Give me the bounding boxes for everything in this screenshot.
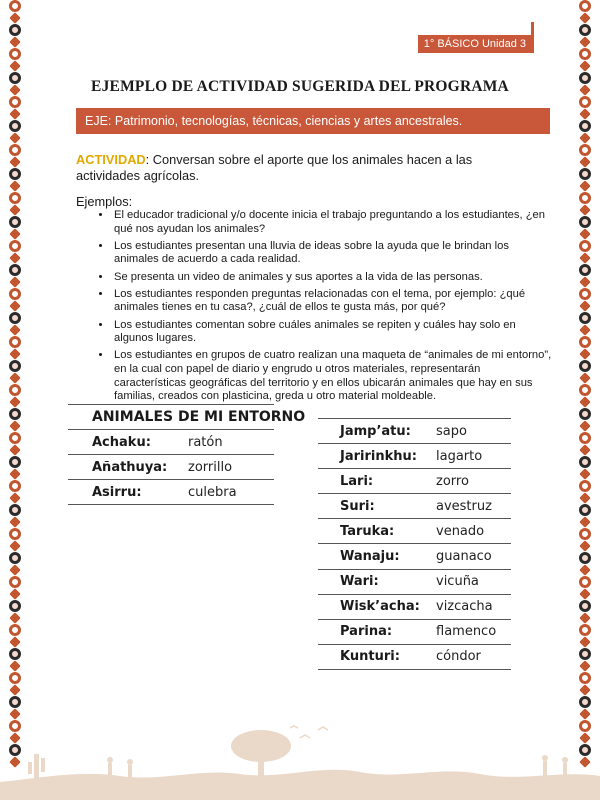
vocab-meaning: zorrillo	[188, 459, 233, 475]
border-motif	[579, 96, 591, 108]
border-motif	[579, 660, 590, 671]
vocab-meaning: sapo	[436, 423, 467, 439]
border-motif	[579, 528, 591, 540]
border-motif	[9, 120, 21, 132]
border-motif	[579, 120, 591, 132]
table-row	[318, 595, 511, 620]
unit-badge: 1° BÁSICO Unidad 3	[418, 35, 534, 53]
vocab-term: Kunturi:	[340, 649, 400, 665]
eje-bar	[76, 108, 550, 134]
table-row	[318, 418, 511, 444]
border-motif	[579, 684, 590, 695]
list-item: • El educador tradicional y/o docente inicia el trabajo preguntando a los estudiantes, ¿en qué nos ayudan los animales?	[112, 209, 552, 236]
border-motif	[579, 192, 591, 204]
border-motif	[579, 168, 591, 180]
table-row	[68, 455, 274, 480]
border-motif	[9, 192, 21, 204]
eje-label: EJE:	[85, 114, 112, 128]
list-item: • Los estudiantes comentan sobre cuáles animales se repiten y cuáles hay solo en algunos lugares.	[112, 319, 552, 346]
border-motif	[9, 276, 20, 287]
border-motif	[579, 144, 591, 156]
table-row	[318, 570, 511, 595]
border-motif	[9, 264, 21, 276]
border-motif	[579, 432, 591, 444]
border-motif	[9, 324, 20, 335]
border-motif	[9, 600, 21, 612]
activity-paragraph	[76, 152, 536, 184]
border-motif	[579, 228, 590, 239]
table-row	[68, 430, 274, 455]
border-motif	[579, 240, 591, 252]
border-motif	[9, 360, 21, 372]
border-motif	[579, 444, 590, 455]
border-motif	[9, 12, 20, 23]
table-row	[318, 469, 511, 494]
examples-list	[94, 209, 552, 407]
border-motif	[9, 612, 20, 623]
border-motif	[579, 324, 590, 335]
border-motif	[9, 588, 20, 599]
border-motif	[579, 300, 590, 311]
border-motif	[9, 696, 21, 708]
border-motif	[9, 312, 21, 324]
border-motif	[9, 564, 20, 575]
border-motif	[579, 12, 590, 23]
border-motif	[9, 252, 20, 263]
border-motif	[9, 96, 21, 108]
border-motif	[579, 564, 590, 575]
border-motif	[9, 624, 21, 636]
border-motif	[9, 420, 20, 431]
border-motif	[579, 648, 591, 660]
vocab-meaning: flamenco	[436, 624, 497, 640]
border-motif	[9, 48, 21, 60]
border-motif	[579, 360, 591, 372]
border-motif	[9, 36, 20, 47]
border-motif	[579, 264, 591, 276]
vocab-meaning: venado	[436, 523, 485, 539]
border-motif	[579, 672, 591, 684]
activity-text: : Conversan sobre el aporte que los animales hacen a las actividades agrícolas.	[76, 152, 473, 183]
hills-shape	[0, 770, 600, 800]
border-motif	[9, 144, 21, 156]
vocab-meaning: lagarto	[436, 448, 483, 464]
vocab-term: Parina:	[340, 624, 393, 640]
table-row	[68, 480, 274, 505]
border-motif	[9, 384, 21, 396]
border-motif	[9, 672, 21, 684]
border-motif	[579, 0, 591, 12]
vocab-table-left	[68, 404, 306, 505]
vocab-term: Jamp’atu:	[340, 423, 411, 439]
vocab-term: Wanaju:	[340, 549, 400, 565]
border-motif	[579, 708, 590, 719]
table-row	[318, 494, 511, 519]
border-motif	[9, 516, 20, 527]
vocab-term: Asirru:	[92, 484, 142, 500]
vocab-meaning: vicuña	[436, 574, 479, 590]
vocab-meaning: vizcacha	[436, 599, 493, 615]
border-motif	[579, 180, 590, 191]
vocab-meaning: guanaco	[436, 549, 492, 565]
border-motif	[579, 504, 591, 516]
border-motif	[579, 516, 590, 527]
border-motif	[9, 240, 21, 252]
border-motif	[579, 408, 591, 420]
list-item: • Los estudiantes responden preguntas relacionadas con el tema, por ejemplo: ¿qué animales tienes en tu casa?, ¿cuál de ellos te gusta más, por qué?	[112, 288, 552, 315]
border-motif	[9, 552, 21, 564]
border-motif	[9, 204, 20, 215]
page-title: EJEMPLO DE ACTIVIDAD SUGERIDA DEL PROGRAMA	[91, 78, 509, 95]
border-motif	[579, 552, 591, 564]
vocab-term: Añathuya:	[92, 459, 168, 475]
border-motif	[9, 108, 20, 119]
border-motif	[579, 456, 591, 468]
vocab-meaning: culebra	[188, 484, 237, 500]
vocab-term: Wisk’acha:	[340, 599, 420, 615]
border-motif	[579, 288, 591, 300]
border-motif	[9, 576, 21, 588]
border-motif	[9, 216, 21, 228]
border-motif	[9, 456, 21, 468]
list-item: • Los estudiantes presentan una lluvia de ideas sobre la ayuda que le brindan los animales de acuerdo a cada realidad.	[112, 240, 552, 267]
list-item: • Se presenta un video de animales y sus aportes a la vida de las personas.	[112, 271, 552, 285]
border-motif	[9, 168, 21, 180]
border-motif	[9, 408, 21, 420]
border-motif	[579, 696, 591, 708]
border-motif	[579, 636, 590, 647]
border-motif	[579, 252, 590, 263]
border-motif	[579, 336, 591, 348]
border-motif	[579, 600, 591, 612]
border-motif	[9, 300, 20, 311]
border-motif	[579, 132, 590, 143]
border-motif	[9, 60, 20, 71]
border-motif	[9, 528, 21, 540]
border-motif	[579, 492, 590, 503]
border-motif	[9, 372, 20, 383]
border-motif	[579, 576, 591, 588]
border-motif	[9, 540, 20, 551]
border-motif	[9, 444, 20, 455]
border-motif	[579, 588, 590, 599]
border-motif	[9, 156, 20, 167]
vocab-meaning: zorro	[436, 473, 469, 489]
border-motif	[9, 636, 20, 647]
left-decorative-border	[6, 0, 24, 740]
vocab-meaning: avestruz	[436, 498, 492, 514]
table-row	[318, 444, 511, 469]
border-motif	[579, 372, 590, 383]
border-motif	[579, 36, 590, 47]
border-motif	[579, 216, 591, 228]
border-motif	[9, 24, 21, 36]
border-motif	[9, 480, 21, 492]
border-motif	[9, 396, 20, 407]
border-motif	[579, 420, 590, 431]
vocab-term: Suri:	[340, 498, 375, 514]
vocab-meaning: cóndor	[436, 649, 481, 665]
border-motif	[579, 612, 590, 623]
border-motif	[579, 276, 590, 287]
border-motif	[9, 132, 20, 143]
border-motif	[9, 228, 20, 239]
border-motif	[579, 48, 591, 60]
border-motif	[579, 108, 590, 119]
table-row	[318, 620, 511, 645]
border-motif	[9, 468, 20, 479]
border-motif	[9, 0, 21, 12]
border-motif	[9, 180, 20, 191]
border-motif	[579, 396, 590, 407]
border-motif	[579, 60, 590, 71]
list-item: • Los estudiantes en grupos de cuatro realizan una maqueta de “animales de mi entorno”, en la cual con papel de diario y engrudo u otros materiales, representarán características geográficas del territorio y en ellos ubicarán animales que hay en sus familias, creados con plasticina, greda u otro material moldeable.	[112, 349, 552, 403]
vocab-heading: ANIMALES DE MI ENTORNO	[68, 404, 274, 430]
vocab-term: Taruka:	[340, 523, 395, 539]
border-motif	[579, 480, 591, 492]
border-motif	[579, 540, 590, 551]
vocab-meaning: ratón	[188, 434, 223, 450]
vocab-term: Wari:	[340, 574, 379, 590]
vocab-term: Lari:	[340, 473, 374, 489]
border-motif	[9, 432, 21, 444]
border-motif	[9, 348, 20, 359]
border-motif	[9, 648, 21, 660]
table-row	[318, 544, 511, 569]
border-motif	[579, 204, 590, 215]
border-motif	[9, 492, 20, 503]
examples-label: Ejemplos:	[76, 194, 133, 209]
vocab-term: Jaririnkhu:	[340, 448, 417, 464]
badge-tab	[531, 22, 534, 36]
border-motif	[579, 624, 591, 636]
table-row	[318, 645, 511, 670]
vocab-term: Achaku:	[92, 434, 151, 450]
landscape-illustration	[0, 720, 600, 800]
border-motif	[9, 708, 20, 719]
table-row	[318, 519, 511, 544]
border-motif	[579, 384, 591, 396]
border-motif	[579, 156, 590, 167]
border-motif	[579, 348, 590, 359]
activity-label: ACTIVIDAD	[76, 152, 146, 167]
vocab-table-right	[318, 418, 511, 670]
border-motif	[9, 684, 20, 695]
border-motif	[9, 660, 20, 671]
border-motif	[579, 24, 591, 36]
border-motif	[9, 288, 21, 300]
birds-icon	[290, 726, 328, 738]
border-motif	[579, 468, 590, 479]
right-decorative-border	[576, 0, 594, 740]
border-motif	[9, 336, 21, 348]
eje-text: Patrimonio, tecnologías, técnicas, ciencias y artes ancestrales.	[111, 114, 463, 128]
border-motif	[9, 504, 21, 516]
border-motif	[579, 312, 591, 324]
